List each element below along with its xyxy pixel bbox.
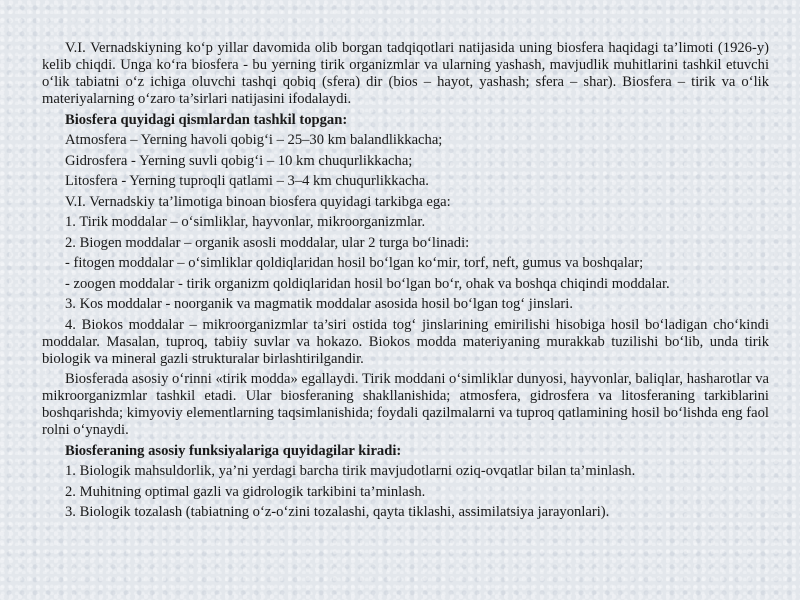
list-item-zoogenic: - zoogen moddalar - tirik organizm qoldiqlaridan hosil bo‘lgan bo‘r, ohak va boshqa chiqindi moddalar. (65, 275, 670, 292)
heading-biosphere-parts: Biosfera quyidagi qismlardan tashkil topgan: (65, 111, 348, 128)
paragraph-atmosphere: Atmosfera – Yerning havoli qobig‘i – 25–30 km balandlikkacha; (65, 132, 443, 148)
list-item-function-purification: 3. Biologik tozalash (tabiatning o‘z-o‘zini tozalashi, qayta tiklashi, assimilatsiya jarayonlari). (65, 504, 610, 520)
list-item-inert-matter: 3. Kos moddalar - noorganik va magmatik moddalar asosida hosil bo‘lgan tog‘ jinslari. (65, 296, 573, 312)
paragraph-composition-intro: V.I. Vernadskiy ta’limotiga binoan biosfera quyidagi tarkibga ega: (65, 193, 451, 210)
heading-biosphere-functions: Biosferaning asosiy funksiyalariga quyidagilar kiradi: (65, 442, 402, 459)
list-item-phytogenic: - fitogen moddalar – o‘simliklar qoldiqlaridan hosil bo‘lgan ko‘mir, torf, neft, gumus va boshqalar; (65, 255, 644, 271)
document-body (42, 40, 769, 525)
list-item-function-gas-composition: 2. Muhitning optimal gazli va gidrologik tarkibini ta’minlash. (65, 483, 426, 500)
paragraph-living-matter-role: Biosferada asosiy o‘rinni «tirik modda» egallaydi. Tirik moddani o‘simliklar dunyosi, hayvonlar, baliqlar, hasharotlar va mikroorganizmlar tashkil etadi. Ular biosferaning shakllanishida; atmosfera, gidrosfera va litosferaning tarkiblarini boshqarishda; kimyoviy elementlarning taqsimlanishida; foydali qazilmalarni va tuproq qatlamining hosil bo‘lishda eng faol rolni o‘ynaydi. (42, 371, 769, 438)
paragraph-hydrosphere: Gidrosfera - Yerning suvli qobig‘i – 10 km chuqurlikkacha; (65, 152, 413, 169)
list-item-biogenic-matter: 2. Biogen moddalar – organik asosli moddalar, ular 2 turga bo‘linadi: (65, 234, 470, 251)
paragraph-intro: V.I. Vernadskiyning ko‘p yillar davomida olib borgan tadqiqotlari natijasida uning biosfera haqidagi ta’limoti (1926-y) kelib chiqdi. Unga ko‘ra biosfera - bu yerning tirik organizmlar va ularning yashash, mavjudlik muhitlarini tashkil etuvchi o‘lik tabiatni o‘z ichiga oluvchi tashqi qobiq (sfera) dir (bios – hayot, yashash; sfera – shar). Biosfera – tirik va o‘lik materiyalarning o‘zaro ta’sirlari natijasini ifodalaydi. (42, 40, 769, 107)
list-item-living-matter: 1. Tirik moddalar – o‘simliklar, hayvonlar, mikroorganizmlar. (65, 214, 426, 230)
list-item-bioinert-matter: 4. Biokos moddalar – mikroorganizmlar ta’siri ostida tog‘ jinslarining emirilishi hisobiga hosil bo‘ladigan cho‘kindi moddalar. Masalan, tuproq, tabiiy suvlar va hokazo. Biokos modda materiyaning murakkab tuzilishi bo‘lib, unda tirik biologik va mineral gazli strukturalar birlashtirilgandir. (42, 316, 769, 367)
paragraph-lithosphere: Litosfera - Yerning tuproqli qatlami – 3–4 km chuqurlikkacha. (65, 173, 429, 189)
list-item-function-productivity: 1. Biologik mahsuldorlik, ya’ni yerdagi barcha tirik mavjudotlarni oziq-ovqatlar bilan ta’minlash. (65, 463, 636, 479)
